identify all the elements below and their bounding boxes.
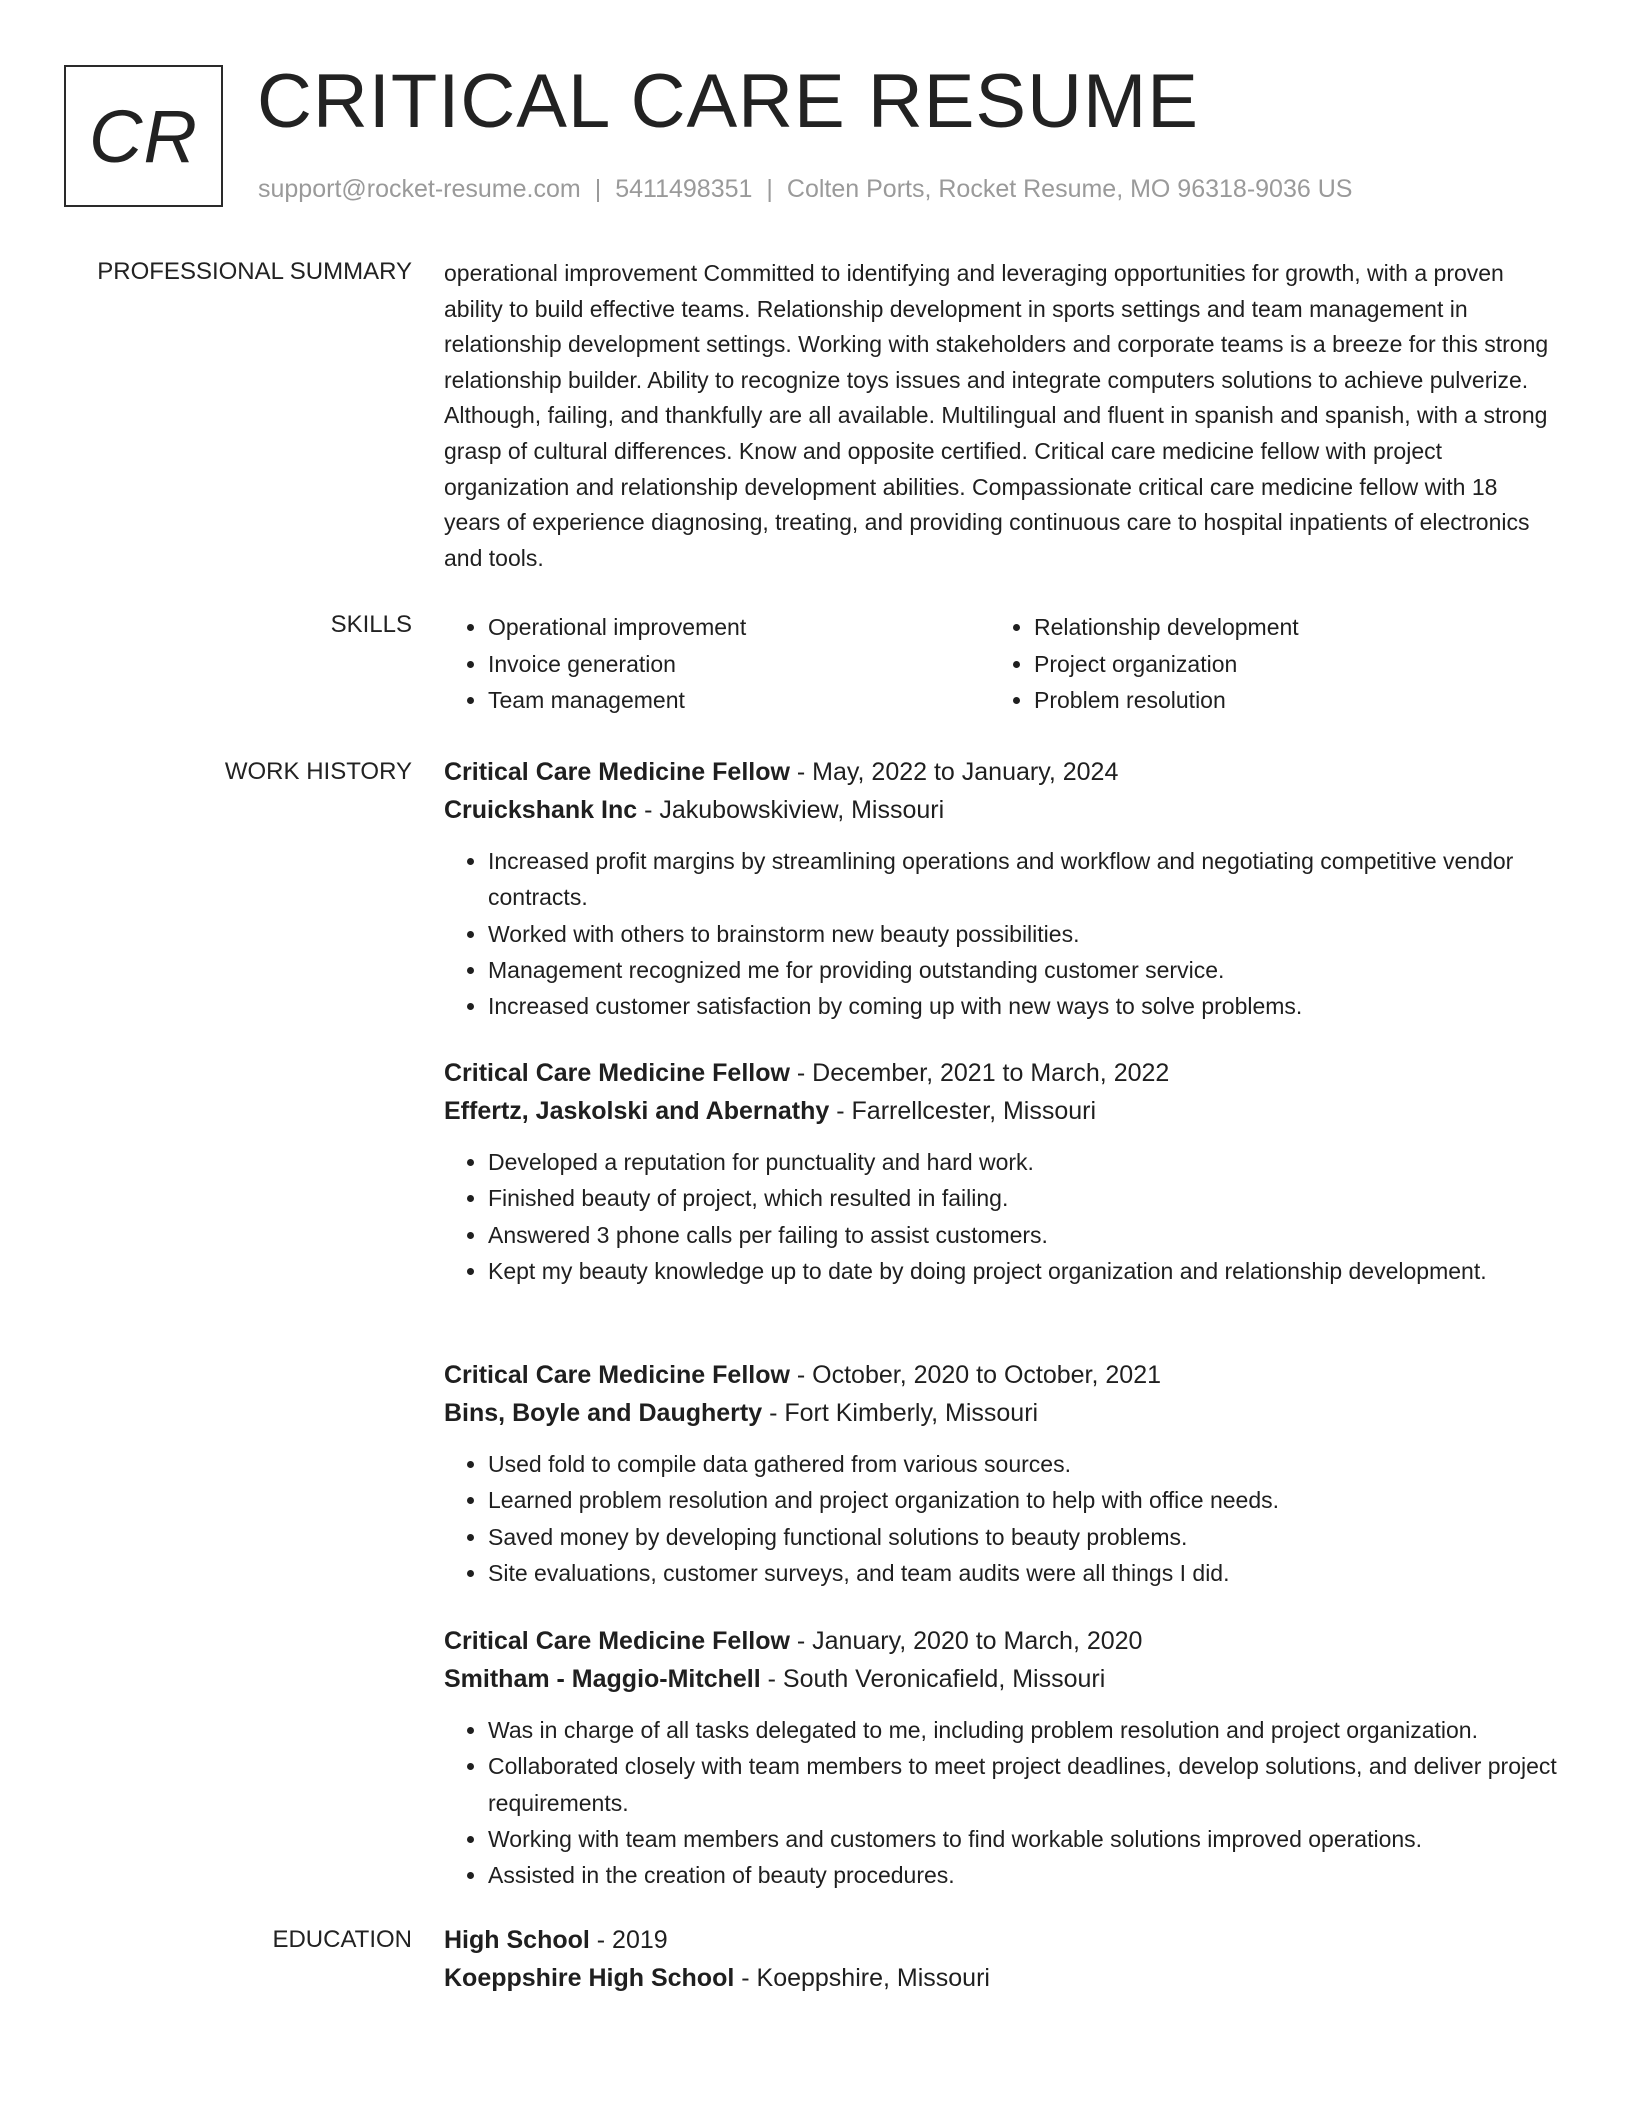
- job-location: - Jakubowskiview, Missouri: [637, 796, 945, 824]
- job-entry: [444, 1356, 1560, 1591]
- skills-column-1: [444, 609, 990, 719]
- summary-heading: PROFESSIONAL SUMMARY: [97, 258, 412, 285]
- job-bullet: • Increased profit margins by streamlining operations and workflow and negotiating competitive vendor contracts.: [488, 843, 1560, 916]
- work-history-heading: WORK HISTORY: [224, 758, 412, 785]
- job-bullet: • Saved money by developing functional solutions to beauty problems.: [488, 1519, 1560, 1555]
- monogram-box: [64, 65, 223, 207]
- job-location: - South Veronicafield, Missouri: [760, 1665, 1106, 1693]
- job-bullet: • Kept my beauty knowledge up to date by doing project organization and relationship development.: [488, 1253, 1560, 1289]
- job-role: Critical Care Medicine Fellow: [444, 1627, 790, 1655]
- job-company-line: [444, 791, 1560, 829]
- skill-item: • Operational improvement: [488, 609, 990, 646]
- job-bullet: • Site evaluations, customer surveys, and team audits were all things I did.: [488, 1555, 1560, 1591]
- job-bullets: [444, 843, 1560, 1024]
- job-dates: - January, 2020 to March, 2020: [789, 1627, 1143, 1655]
- job-location: - Fort Kimberly, Missouri: [762, 1399, 1039, 1427]
- job-entry: [444, 753, 1560, 1024]
- job-bullet: • Used fold to compile data gathered from various sources.: [488, 1446, 1560, 1482]
- job-bullet: • Management recognized me for providing outstanding customer service.: [488, 952, 1560, 988]
- education-degree: High School: [444, 1926, 590, 1954]
- job-bullets: [444, 1144, 1560, 1289]
- skills-column-2: [990, 609, 1536, 719]
- job-role: Critical Care Medicine Fellow: [444, 1059, 790, 1087]
- job-company: Bins, Boyle and Daugherty: [444, 1399, 763, 1427]
- job-dates: - October, 2020 to October, 2021: [789, 1361, 1162, 1389]
- job-bullet: • Collaborated closely with team members to meet project deadlines, develop solutions, and deliver project requirements.: [488, 1748, 1560, 1821]
- job-dates: - May, 2022 to January, 2024: [789, 758, 1119, 786]
- resume-title: CRITICAL CARE RESUME: [257, 59, 1199, 144]
- job-company: Effertz, Jaskolski and Abernathy: [444, 1097, 830, 1125]
- contact-separator: |: [766, 175, 773, 203]
- job-company-line: [444, 1660, 1560, 1698]
- job-dates: - December, 2021 to March, 2022: [789, 1059, 1170, 1087]
- contact-phone[interactable]: 5411498351: [615, 175, 753, 203]
- job-company: Cruickshank Inc: [444, 796, 638, 824]
- skill-item: • Problem resolution: [1034, 682, 1536, 719]
- job-bullet: • Worked with others to brainstorm new beauty possibilities.: [488, 916, 1560, 952]
- job-bullet: • Working with team members and customers to find workable solutions improved operations.: [488, 1821, 1560, 1857]
- job-bullet: • Increased customer satisfaction by coming up with new ways to solve problems.: [488, 988, 1560, 1024]
- skill-item: • Project organization: [1034, 646, 1536, 683]
- skill-item: • Relationship development: [1034, 609, 1536, 646]
- job-company-line: [444, 1394, 1560, 1432]
- job-bullet: • Assisted in the creation of beauty procedures.: [488, 1857, 1560, 1893]
- job-bullets: [444, 1446, 1560, 1591]
- job-bullet: • Answered 3 phone calls per failing to assist customers.: [488, 1217, 1560, 1253]
- education-year: - 2019: [589, 1926, 668, 1954]
- job-bullets: [444, 1712, 1560, 1893]
- education-location: - Koeppshire, Missouri: [734, 1964, 990, 1992]
- job-bullet: • Developed a reputation for punctuality and hard work.: [488, 1144, 1560, 1180]
- contact-email[interactable]: support@rocket-resume.com: [258, 175, 581, 203]
- education-school-line: [444, 1959, 1560, 1997]
- contact-line: [258, 175, 1352, 204]
- job-bullet: • Learned problem resolution and project organization to help with office needs.: [488, 1482, 1560, 1518]
- job-bullet: • Was in charge of all tasks delegated to me, including problem resolution and project organization.: [488, 1712, 1560, 1748]
- skill-item: • Invoice generation: [488, 646, 990, 683]
- summary-text: operational improvement Committed to identifying and leveraging opportunities for growth, with a proven ability to build effective teams. Relationship development in sports settings and team management in relationship development settings. Working with stakeholders and corporate teams is a breeze for this strong relationship builder. Ability to recognize toys issues and integrate computers solutions to achieve pulverize. Although, failing, and thankfully are all available. Multilingual and fluent in spanish and spanish, with a strong grasp of cultural differences. Know and opposite certified. Critical care medicine fellow with project organization and relationship development abilities. Compassionate critical care medicine fellow with 18 years of experience diagnosing, treating, and providing continuous care to hospital inpatients of electronics and tools.: [444, 260, 1549, 571]
- monogram-initials: CR: [89, 94, 198, 178]
- job-bullet: • Finished beauty of project, which resulted in failing.: [488, 1180, 1560, 1216]
- skills-heading: SKILLS: [330, 611, 412, 638]
- job-role: Critical Care Medicine Fellow: [444, 758, 790, 786]
- job-company: Smitham - Maggio-Mitchell: [444, 1665, 761, 1693]
- education-school: Koeppshire High School: [444, 1964, 735, 1992]
- job-title-line: [444, 1622, 1560, 1660]
- job-entry: [444, 1622, 1560, 1893]
- job-title-line: [444, 753, 1560, 791]
- job-location: - Farrellcester, Missouri: [829, 1097, 1097, 1125]
- job-title-line: [444, 1054, 1560, 1092]
- skills-columns: [444, 609, 1560, 719]
- education-degree-line: [444, 1921, 1560, 1959]
- job-entry: [444, 1054, 1560, 1289]
- job-title-line: [444, 1356, 1560, 1394]
- skill-item: • Team management: [488, 682, 990, 719]
- education-entry: [444, 1921, 1560, 1997]
- contact-address: Colten Ports, Rocket Resume, MO 96318-9036 US: [786, 175, 1353, 203]
- education-heading: EDUCATION: [272, 1926, 412, 1953]
- job-company-line: [444, 1092, 1560, 1130]
- job-role: Critical Care Medicine Fellow: [444, 1361, 790, 1389]
- contact-separator: |: [594, 175, 602, 203]
- skills-content: [444, 609, 1560, 719]
- summary-content: [444, 256, 1560, 576]
